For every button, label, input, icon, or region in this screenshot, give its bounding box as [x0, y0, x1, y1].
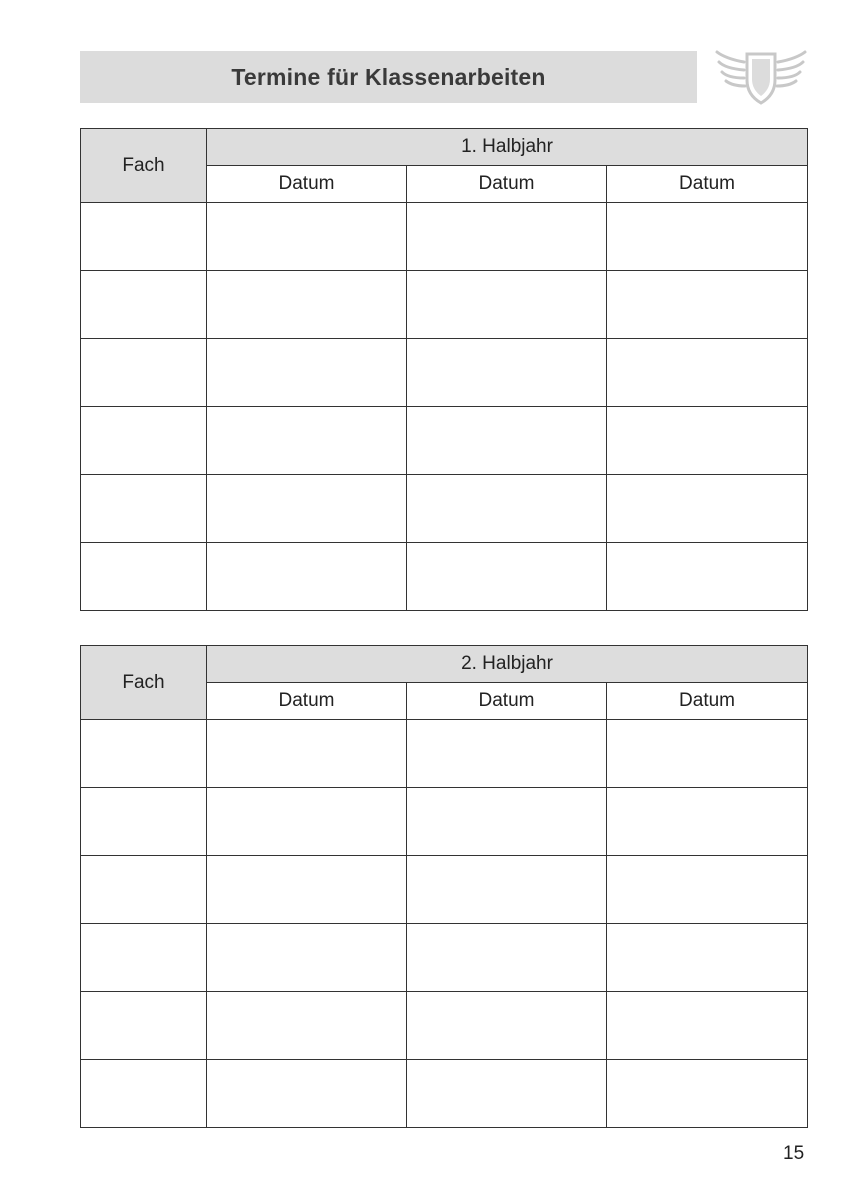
- fach-cell[interactable]: [81, 992, 207, 1060]
- table-row: [81, 339, 808, 407]
- date-cell[interactable]: [607, 788, 808, 856]
- period-header: 1. Halbjahr: [207, 129, 808, 166]
- date-cell[interactable]: [607, 856, 808, 924]
- table-row: [81, 203, 808, 271]
- date-cell[interactable]: [207, 475, 407, 543]
- date-cell[interactable]: [407, 720, 607, 788]
- date-cell[interactable]: [407, 788, 607, 856]
- exam-table-second-half: [80, 645, 808, 1128]
- date-cell[interactable]: [407, 203, 607, 271]
- date-cell[interactable]: [207, 543, 407, 611]
- table-row: [81, 924, 808, 992]
- table-row: [81, 543, 808, 611]
- date-cell[interactable]: [407, 543, 607, 611]
- table-row: [81, 788, 808, 856]
- date-cell[interactable]: [407, 407, 607, 475]
- fach-cell[interactable]: [81, 720, 207, 788]
- fach-cell[interactable]: [81, 1060, 207, 1128]
- datum-header: Datum: [607, 166, 808, 203]
- date-cell[interactable]: [407, 475, 607, 543]
- table-row: [81, 475, 808, 543]
- date-cell[interactable]: [607, 339, 808, 407]
- fach-cell[interactable]: [81, 271, 207, 339]
- fach-cell[interactable]: [81, 475, 207, 543]
- date-cell[interactable]: [207, 856, 407, 924]
- date-cell[interactable]: [607, 475, 808, 543]
- datum-header: Datum: [207, 683, 407, 720]
- fach-cell[interactable]: [81, 203, 207, 271]
- fach-cell[interactable]: [81, 339, 207, 407]
- page-title: Termine für Klassenarbeiten: [231, 63, 546, 90]
- fach-cell[interactable]: [81, 788, 207, 856]
- fach-header: Fach: [81, 129, 207, 203]
- date-cell[interactable]: [207, 924, 407, 992]
- fach-header: Fach: [81, 646, 207, 720]
- date-cell[interactable]: [607, 407, 808, 475]
- table-row: [81, 720, 808, 788]
- date-cell[interactable]: [607, 203, 808, 271]
- date-cell[interactable]: [407, 924, 607, 992]
- date-cell[interactable]: [207, 720, 407, 788]
- date-cell[interactable]: [607, 992, 808, 1060]
- date-cell[interactable]: [207, 788, 407, 856]
- table-row: [81, 407, 808, 475]
- date-cell[interactable]: [407, 271, 607, 339]
- date-cell[interactable]: [207, 271, 407, 339]
- date-cell[interactable]: [407, 992, 607, 1060]
- fach-cell[interactable]: [81, 924, 207, 992]
- date-cell[interactable]: [607, 271, 808, 339]
- date-cell[interactable]: [207, 1060, 407, 1128]
- datum-header: Datum: [407, 166, 607, 203]
- date-cell[interactable]: [207, 339, 407, 407]
- winged-shield-icon: [714, 48, 808, 106]
- table-row: [81, 271, 808, 339]
- period-header: 2. Halbjahr: [207, 646, 808, 683]
- date-cell[interactable]: [407, 856, 607, 924]
- datum-header: Datum: [407, 683, 607, 720]
- fach-cell[interactable]: [81, 856, 207, 924]
- date-cell[interactable]: [407, 339, 607, 407]
- table-row: [81, 992, 808, 1060]
- date-cell[interactable]: [207, 992, 407, 1060]
- page-number: 15: [783, 1143, 805, 1164]
- date-cell[interactable]: [207, 407, 407, 475]
- exam-table-first-half: [80, 128, 808, 611]
- datum-header: Datum: [207, 166, 407, 203]
- datum-header: Datum: [607, 683, 808, 720]
- fach-cell[interactable]: [81, 543, 207, 611]
- table-row: [81, 856, 808, 924]
- table-row: [81, 1060, 808, 1128]
- date-cell[interactable]: [607, 1060, 808, 1128]
- date-cell[interactable]: [207, 203, 407, 271]
- date-cell[interactable]: [607, 720, 808, 788]
- date-cell[interactable]: [407, 1060, 607, 1128]
- date-cell[interactable]: [607, 924, 808, 992]
- date-cell[interactable]: [607, 543, 808, 611]
- page-title-bar: [80, 51, 697, 103]
- fach-cell[interactable]: [81, 407, 207, 475]
